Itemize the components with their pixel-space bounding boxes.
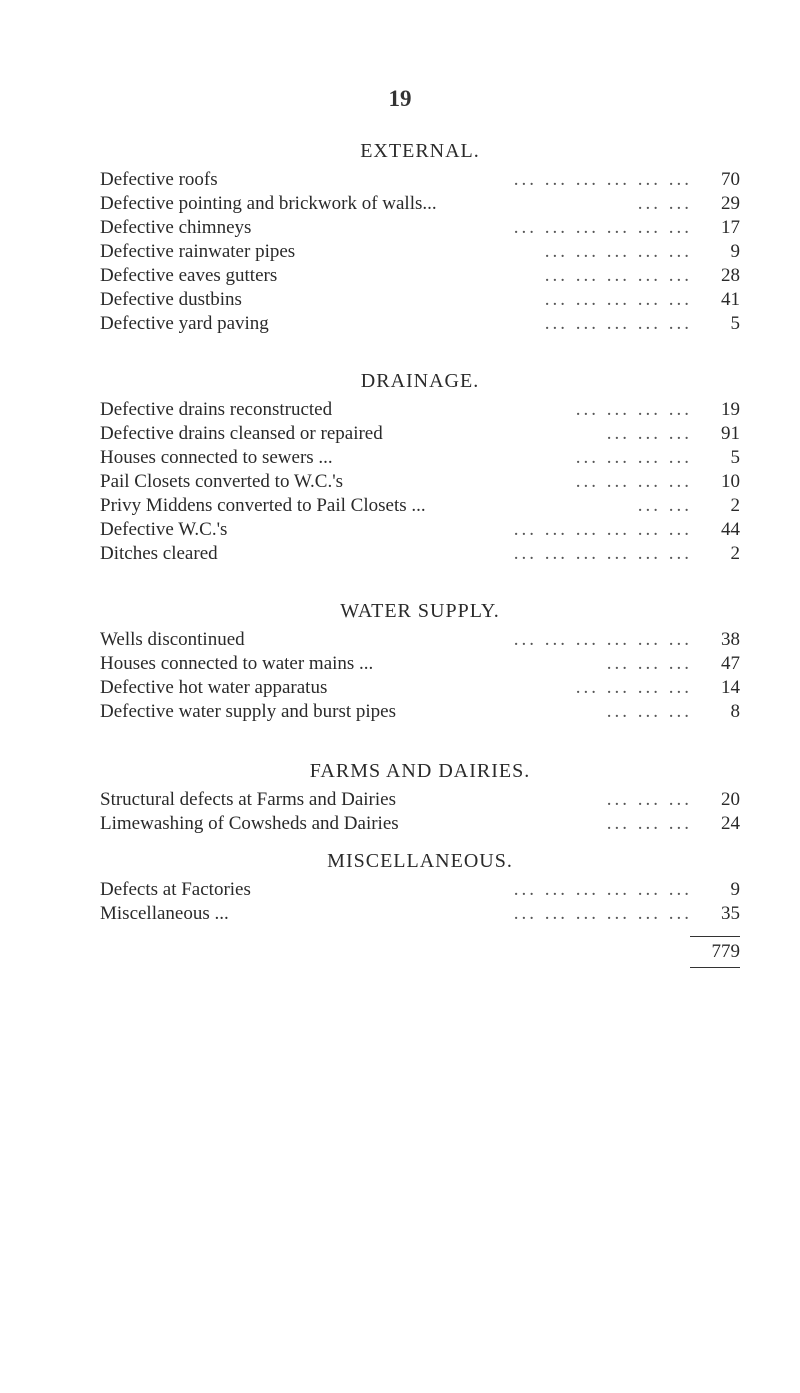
leader-dots: ... ... ... [606, 423, 692, 444]
leader-dots: ... ... [637, 495, 692, 516]
item-value: 14 [721, 677, 740, 698]
item-label: Defective rainwater pipes [100, 241, 296, 262]
item-value: 17 [721, 217, 740, 238]
item-value: 2 [730, 495, 740, 516]
item-value: 20 [721, 789, 740, 810]
leader-dots: ... ... ... ... [575, 677, 692, 698]
leader-dots: ... ... ... ... ... ... [513, 879, 692, 900]
list-item [100, 398, 740, 422]
list-item [100, 288, 740, 312]
list-item [100, 542, 740, 566]
item-label: Miscellaneous ... [100, 903, 229, 924]
section-heading: MISCELLANEOUS. [327, 850, 513, 872]
item-value: 19 [721, 399, 740, 420]
item-label: Houses connected to sewers ... [100, 447, 333, 468]
grand-total: 779 [711, 941, 740, 962]
leader-dots: ... ... ... ... ... ... [513, 217, 692, 238]
leader-dots: ... ... ... [606, 813, 692, 834]
leader-dots: ... ... ... ... [575, 399, 692, 420]
section-farms-dairies [100, 756, 740, 836]
item-value: 24 [721, 813, 740, 834]
item-value: 10 [721, 471, 740, 492]
leader-dots: ... ... ... ... ... ... [513, 519, 692, 540]
item-label: Defective pointing and brickwork of walls... [100, 193, 437, 214]
leader-dots: ... ... ... ... [575, 471, 692, 492]
item-value: 44 [721, 519, 740, 540]
list-item [100, 312, 740, 336]
item-label: Defective W.C.'s [100, 519, 228, 540]
item-label: Defective drains reconstructed [100, 399, 333, 420]
item-value: 29 [721, 193, 740, 214]
leader-dots: ... ... ... ... ... [544, 313, 692, 334]
list-item [100, 446, 740, 470]
list-item [100, 240, 740, 264]
list-item [100, 878, 740, 902]
item-label: Defective drains cleansed or repaired [100, 423, 383, 444]
item-label: Limewashing of Cowsheds and Dairies [100, 813, 399, 834]
leader-dots: ... ... ... [606, 789, 692, 810]
item-value: 9 [730, 241, 740, 262]
item-value: 5 [730, 447, 740, 468]
leader-dots: ... ... ... ... ... ... [513, 903, 692, 924]
item-label: Pail Closets converted to W.C.'s [100, 471, 344, 492]
item-label: Defects at Factories [100, 879, 251, 900]
item-value: 2 [730, 543, 740, 564]
leader-dots: ... ... ... ... ... ... [513, 543, 692, 564]
section-heading: EXTERNAL. [360, 140, 480, 162]
list-item [100, 788, 740, 812]
list-item [100, 192, 740, 216]
section-external [100, 136, 740, 336]
section-water-supply [100, 596, 740, 724]
item-value: 41 [721, 289, 740, 310]
list-item [100, 652, 740, 676]
list-item [100, 676, 740, 700]
item-label: Defective eaves gutters [100, 265, 278, 286]
leader-dots: ... ... ... ... ... ... [513, 629, 692, 650]
item-value: 70 [721, 169, 740, 190]
leader-dots: ... ... ... ... ... [544, 241, 692, 262]
item-label: Defective hot water apparatus [100, 677, 328, 698]
item-value: 38 [721, 629, 740, 650]
item-value: 28 [721, 265, 740, 286]
page-number: 19 [388, 86, 412, 111]
item-value: 8 [730, 701, 740, 722]
item-label: Ditches cleared [100, 543, 218, 564]
item-value: 5 [730, 313, 740, 334]
item-label: Structural defects at Farms and Dairies [100, 789, 396, 810]
leader-dots: ... ... ... ... [575, 447, 692, 468]
list-item [100, 422, 740, 446]
leader-dots: ... ... ... ... ... [544, 265, 692, 286]
item-value: 9 [730, 879, 740, 900]
list-item [100, 628, 740, 652]
item-label: Houses connected to water mains ... [100, 653, 374, 674]
leader-dots: ... ... [637, 193, 692, 214]
section-heading: WATER SUPPLY. [340, 600, 500, 622]
item-value: 91 [721, 423, 740, 444]
section-drainage [100, 366, 740, 566]
list-item [100, 518, 740, 542]
item-label: Defective chimneys [100, 217, 252, 238]
leader-dots: ... ... ... [606, 701, 692, 722]
list-item [100, 470, 740, 494]
list-item [100, 902, 740, 926]
list-item [100, 812, 740, 836]
leader-dots: ... ... ... [606, 653, 692, 674]
item-value: 35 [721, 903, 740, 924]
section-heading: DRAINAGE. [360, 370, 480, 392]
list-item [100, 168, 740, 192]
leader-dots: ... ... ... ... ... ... [513, 169, 692, 190]
total-bottom-rule [690, 967, 740, 968]
item-label: Wells discontinued [100, 629, 245, 650]
item-label: Defective roofs [100, 169, 218, 190]
item-label: Defective yard paving [100, 313, 269, 334]
total-block [690, 936, 740, 968]
item-label: Defective dustbins [100, 289, 242, 310]
list-item [100, 216, 740, 240]
item-label: Privy Middens converted to Pail Closets ... [100, 495, 426, 516]
list-item [100, 494, 740, 518]
item-label: Defective water supply and burst pipes [100, 701, 396, 722]
section-miscellaneous [100, 846, 740, 926]
list-item [100, 264, 740, 288]
item-value: 47 [721, 653, 740, 674]
leader-dots: ... ... ... ... ... [544, 289, 692, 310]
section-heading: FARMS AND DAIRIES. [309, 760, 531, 782]
list-item [100, 700, 740, 724]
